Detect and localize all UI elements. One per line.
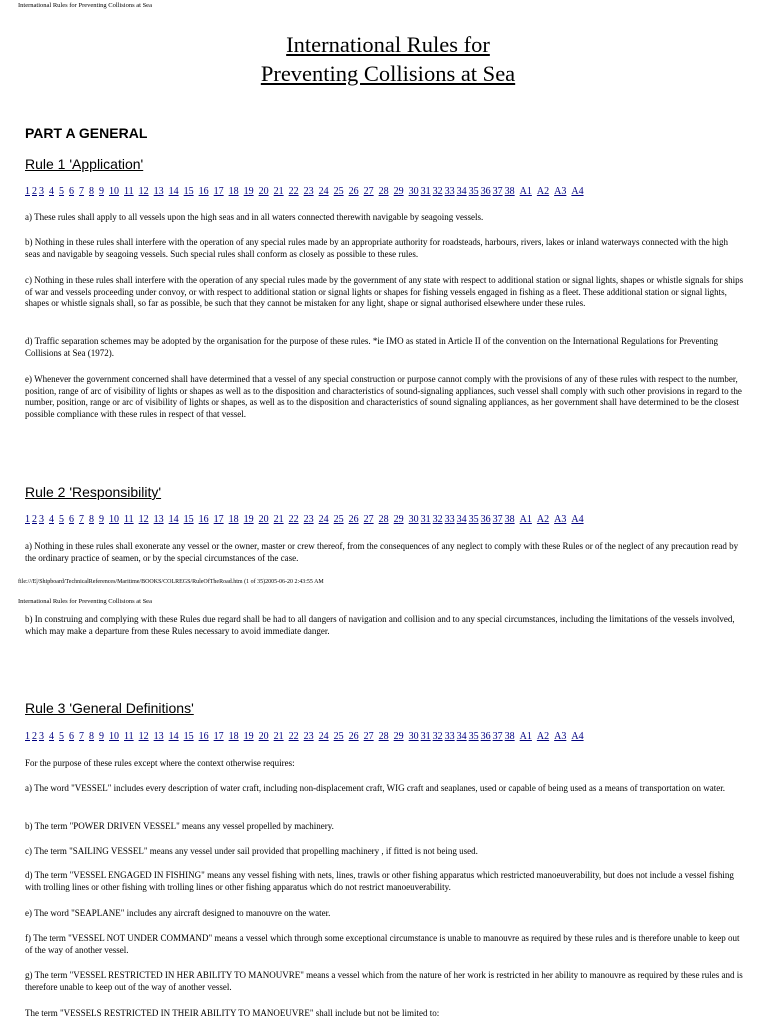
rule-1-paragraph-c: c) Nothing in these rules shall interfere with the operation of any special rules made by the government of any state with respect to additional station or signal lights, shapes or whistle signals for ships of war and vessels proceeding under convoy, or with respect to additional station or signal lights or shapes for fishing vessels engaged in fishing as a fleet. These additional station or signal lights, shapes or whistle signals shall, so far as possible, be such that they cannot be mistaken for any light, shape or signal authorised elsewhere under these rules. [25,275,744,308]
rule-link-8[interactable]: 8 [89,731,94,742]
rule-link-16[interactable]: 16 [198,186,209,197]
rule-link-24[interactable]: 24 [318,731,329,742]
title-line-2: Preventing Collisions at Sea [260,61,516,86]
rule-link-29[interactable]: 29 [393,514,404,525]
rule-link-34[interactable]: 34 [456,514,467,525]
rule-link-13[interactable]: 13 [153,731,164,742]
rule-link-9[interactable]: 9 [99,514,104,525]
rule-link-2[interactable]: 2 [32,731,37,742]
rule-link-35[interactable]: 35 [468,514,479,525]
rule-link-37[interactable]: 37 [492,731,503,742]
title-line-1: International Rules for [286,32,490,57]
rule-link-1[interactable]: 1 [25,186,30,197]
rule-link-a2[interactable]: A2 [536,514,550,525]
rule-link-8[interactable]: 8 [89,186,94,197]
rule-2-paragraph-b: b) In construing and complying with these Rules due regard shall be had to all dangers of navigation and collision and to any special circumstances, including the limitations of the vessels involved, which may make a departure from these Rules necessary to avoid immediate danger. [25,614,735,636]
rule-link-24[interactable]: 24 [318,514,329,525]
rule-link-32[interactable]: 32 [432,731,443,742]
rule-link-a4[interactable]: A4 [571,731,584,742]
rule-link-17[interactable]: 17 [213,731,224,742]
rule-link-23[interactable]: 23 [303,186,314,197]
rule-link-31[interactable]: 31 [420,731,431,742]
rule-link-14[interactable]: 14 [168,186,179,197]
rule-link-4[interactable]: 4 [49,731,54,742]
rule-link-19[interactable]: 19 [243,731,254,742]
rule-3-definition-a: a) The word "VESSEL" includes every description of water craft, including non-displacement craft, WIG craft and seaplanes, used or capable of being used as a means of transportation on water. [25,783,726,793]
rule-link-25[interactable]: 25 [333,186,344,197]
rule-link-3[interactable]: 3 [39,514,44,525]
rule-link-30[interactable]: 30 [408,514,419,525]
rule-link-4[interactable]: 4 [49,514,54,525]
rule-1-paragraph-a: a) These rules shall apply to all vessels upon the high seas and in all waters connected therewith navigable by seagoing vessels. [25,212,484,222]
rule-link-14[interactable]: 14 [168,514,179,525]
rule-link-33[interactable]: 33 [444,514,455,525]
rule-link-11[interactable]: 11 [124,514,134,525]
rule-link-38[interactable]: 38 [504,186,515,197]
rule-link-20[interactable]: 20 [258,514,269,525]
rule-link-23[interactable]: 23 [303,731,314,742]
rule-link-12[interactable]: 12 [138,514,149,525]
rule-link-37[interactable]: 37 [492,514,503,525]
rule-3-definition-f: f) The term "VESSEL NOT UNDER COMMAND" means a vessel which through some exceptional circumstance is unable to manouvre as required by these rules and is therefore unable to keep out of the way of another vessel. [25,933,740,955]
rule-link-13[interactable]: 13 [153,514,164,525]
rule-1-paragraph-b: b) Nothing in these rules shall interfere with the operation of any special rules made by an appropriate authority for roadsteads, harbours, rivers, lakes or inland waterways connected with the high seas and navigable by seagoing vessels. Such special rules shall conform as closely as possible to these rules. [25,237,729,259]
rule-3-definition-g: g) The term "VESSEL RESTRICTED IN HER ABILITY TO MANOUVRE" means a vessel which from the nature of her work is restricted in her ability to manouvre as required by these rules and is therefore unable to keep out of the way of another vessel. [25,970,743,992]
rule-link-38[interactable]: 38 [504,514,515,525]
rule-link-9[interactable]: 9 [99,186,104,197]
rule-link-a4[interactable]: A4 [571,186,584,197]
rule-link-21[interactable]: 21 [273,186,284,197]
rule-link-19[interactable]: 19 [243,514,254,525]
rule-nav-1 [25,186,745,198]
rule-link-16[interactable]: 16 [198,514,209,525]
rule-link-17[interactable]: 17 [213,514,224,525]
rule-link-29[interactable]: 29 [393,731,404,742]
rule-link-34[interactable]: 34 [456,731,467,742]
rule-link-28[interactable]: 28 [378,186,389,197]
rule-link-11[interactable]: 11 [124,186,134,197]
rule-link-7[interactable]: 7 [79,186,84,197]
rule-link-10[interactable]: 10 [109,186,119,197]
rule-link-22[interactable]: 22 [288,186,299,197]
rule-link-35[interactable]: 35 [468,186,479,197]
page-header: International Rules for Preventing Collisions at Sea [18,2,152,9]
rule-link-20[interactable]: 20 [258,731,269,742]
rule-link-26[interactable]: 26 [348,186,359,197]
rule-link-18[interactable]: 18 [228,731,239,742]
rule-link-36[interactable]: 36 [480,731,491,742]
rule-link-10[interactable]: 10 [109,514,119,525]
rule-link-37[interactable]: 37 [492,186,503,197]
rule-link-a2[interactable]: A2 [536,731,550,742]
rule-link-2[interactable]: 2 [32,186,37,197]
rule-link-2[interactable]: 2 [32,514,37,525]
rule-link-4[interactable]: 4 [49,186,54,197]
rule-link-32[interactable]: 32 [432,514,443,525]
rule-link-a3[interactable]: A3 [554,731,567,742]
document-title [0,30,768,88]
part-heading: PART A GENERAL [25,125,148,141]
rule-link-28[interactable]: 28 [378,731,389,742]
rule-link-30[interactable]: 30 [408,731,419,742]
rule-3-title: Rule 3 'General Definitions' [25,700,194,716]
rule-link-35[interactable]: 35 [468,731,479,742]
rule-link-27[interactable]: 27 [363,731,374,742]
rule-nav-3 [25,731,745,743]
rule-link-34[interactable]: 34 [456,186,467,197]
rule-link-10[interactable]: 10 [109,731,119,742]
rule-link-31[interactable]: 31 [420,186,431,197]
rule-link-a3[interactable]: A3 [554,186,567,197]
rule-link-29[interactable]: 29 [393,186,404,197]
rule-link-36[interactable]: 36 [480,514,491,525]
rule-3-definition-d: d) The term "VESSEL ENGAGED IN FISHING" means any vessel fishing with nets, lines, trawls or other fishing apparatus which restricted manoeuverability, but does not include a vessel fishing with trolling lines or other fishing with trolling lines or other fishing apparatus which do not restrict manoeuverability. [25,870,734,892]
rule-link-28[interactable]: 28 [378,514,389,525]
rule-link-6[interactable]: 6 [69,514,74,525]
rule-3-definition-c: c) The term "SAILING VESSEL" means any vessel under sail provided that propelling machinery , if fitted is not being used. [25,846,478,856]
rule-3-definition-b: b) The term "POWER DRIVEN VESSEL" means any vessel propelled by machinery. [25,821,334,831]
rule-link-1[interactable]: 1 [25,731,30,742]
rule-link-31[interactable]: 31 [420,514,431,525]
rule-link-a1[interactable]: A1 [519,186,532,197]
rule-link-33[interactable]: 33 [444,186,455,197]
rule-link-3[interactable]: 3 [39,186,44,197]
rule-link-27[interactable]: 27 [363,186,374,197]
rule-1-title: Rule 1 'Application' [25,156,144,172]
rule-link-a2[interactable]: A2 [536,186,550,197]
rule-link-14[interactable]: 14 [168,731,179,742]
rule-link-7[interactable]: 7 [79,731,84,742]
rule-link-6[interactable]: 6 [69,731,74,742]
rule-link-26[interactable]: 26 [348,731,359,742]
rule-link-11[interactable]: 11 [124,731,134,742]
rule-link-22[interactable]: 22 [288,731,299,742]
rule-link-17[interactable]: 17 [213,186,224,197]
rule-link-32[interactable]: 32 [432,186,443,197]
rule-link-25[interactable]: 25 [333,731,344,742]
rule-3-restricted-intro: The term "VESSELS RESTRICTED IN THEIR ABILITY TO MANOEUVRE" shall include but not be limited to: [25,1008,440,1018]
rule-link-5[interactable]: 5 [59,186,64,197]
rule-link-30[interactable]: 30 [408,186,419,197]
rule-link-a1[interactable]: A1 [519,731,532,742]
rule-link-18[interactable]: 18 [228,186,239,197]
rule-link-1[interactable]: 1 [25,514,30,525]
rule-link-15[interactable]: 15 [183,514,194,525]
rule-link-25[interactable]: 25 [333,514,344,525]
rule-link-6[interactable]: 6 [69,186,74,197]
rule-nav-2 [25,514,745,526]
rule-link-15[interactable]: 15 [183,731,194,742]
rule-link-9[interactable]: 9 [99,731,104,742]
rule-link-8[interactable]: 8 [89,514,94,525]
rule-link-a3[interactable]: A3 [554,514,567,525]
rule-link-7[interactable]: 7 [79,514,84,525]
rule-link-21[interactable]: 21 [273,514,284,525]
rule-link-26[interactable]: 26 [348,514,359,525]
rule-3-definition-e: e) The word "SEAPLANE" includes any aircraft designed to manouvre on the water. [25,908,331,918]
rule-link-20[interactable]: 20 [258,186,269,197]
rule-link-33[interactable]: 33 [444,731,455,742]
rule-link-36[interactable]: 36 [480,186,491,197]
page-footer: file:///E|/Shipboard/TechnicalReferences/Maritime/BOOKS/COLREGS/RuleOfTheRoad.htm (1 of 35)2005-06-20 2:43:55 AM [18,579,324,585]
rule-link-5[interactable]: 5 [59,514,64,525]
rule-link-a4[interactable]: A4 [571,514,584,525]
rule-link-16[interactable]: 16 [198,731,209,742]
rule-link-15[interactable]: 15 [183,186,194,197]
rule-1-paragraph-d: d) Traffic separation schemes may be adopted by the organisation for the purpose of these rules. *ie IMO as stated in Article II of the convention on the International Regulations for Preventing Collisions at Sea (1972). [25,336,718,358]
rule-1-paragraph-e: e) Whenever the government concerned shall have determined that a vessel of any special construction or purpose cannot comply with the provisions of any of these rules with respect to the number, position, range of arc of visibility of lights or shapes as well as to the disposition and characteristics of sound-signaling appliances, such vessel shall comply with such other provisions in regard to the number, position, range or arc of visibility of lights or shapes, as well as to the disposition and characteristics of sound signaling appliances, as her government shall have determined to be the closest possible compliance with these rules in respect of that vessel. [25,374,742,419]
rule-link-38[interactable]: 38 [504,731,515,742]
rule-link-3[interactable]: 3 [39,731,44,742]
rule-link-23[interactable]: 23 [303,514,314,525]
rule-3-intro: For the purpose of these rules except where the context otherwise requires: [25,758,295,768]
rule-link-19[interactable]: 19 [243,186,254,197]
rule-2-paragraph-a: a) Nothing in these rules shall exonerate any vessel or the owner, master or crew thereof, from the consequences of any neglect to comply with these Rules or of the neglect of any precaution read by the ordinary practice of seamen, or by the special circumstances of the case. [25,541,739,563]
rule-link-21[interactable]: 21 [273,731,284,742]
rule-link-a1[interactable]: A1 [519,514,532,525]
rule-link-5[interactable]: 5 [59,731,64,742]
rule-link-22[interactable]: 22 [288,514,299,525]
rule-link-18[interactable]: 18 [228,514,239,525]
rule-link-12[interactable]: 12 [138,186,149,197]
rule-link-24[interactable]: 24 [318,186,329,197]
page-header-repeat: International Rules for Preventing Collisions at Sea [18,598,152,605]
rule-link-12[interactable]: 12 [138,731,149,742]
rule-link-13[interactable]: 13 [153,186,164,197]
rule-link-27[interactable]: 27 [363,514,374,525]
rule-2-title: Rule 2 'Responsibility' [25,484,162,500]
